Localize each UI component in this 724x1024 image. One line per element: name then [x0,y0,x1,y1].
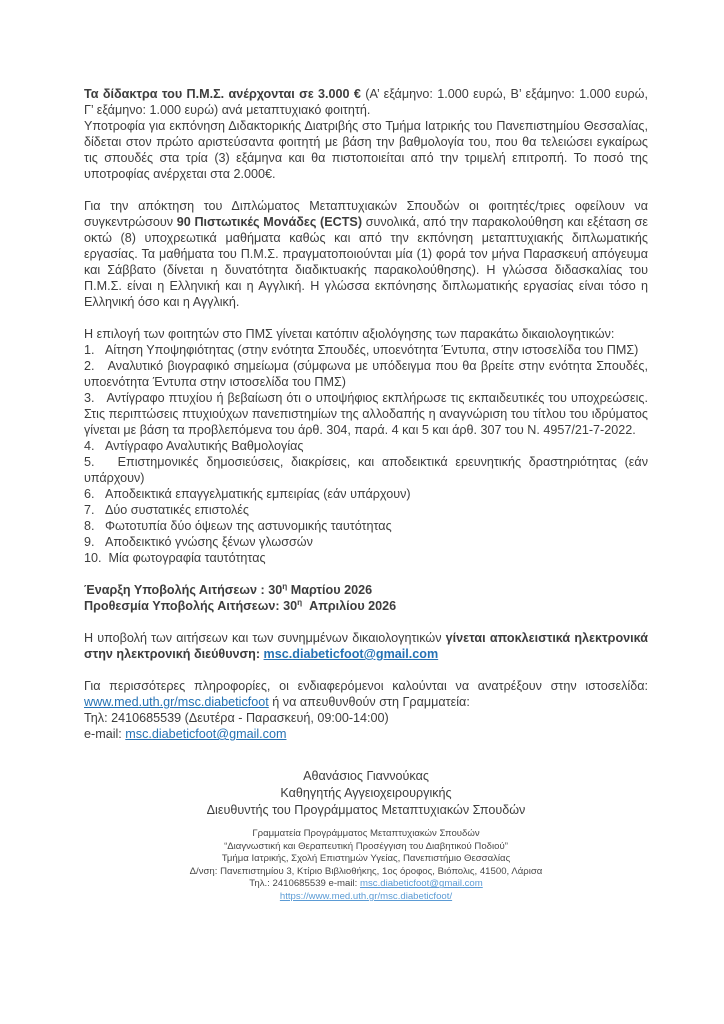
spacer [84,614,648,630]
text-run: 1. Αίτηση Υποψηφιότητας (στην ενότητα Σπουδές, υποενότητα Έντυπα, στην ιστοσελίδα του ΠΜΣ) [84,343,639,357]
text-run: (Α’ εξάμηνο: 1.000 ευρώ, Β’ εξάμηνο: 1.000 ευρώ, Γ’ εξάμηνο: 1.000 ευρώ) ανά μεταπτυχιακό φοιτητή. [84,87,649,117]
para-email [84,726,648,742]
text-run: Τα δίδακτρα του Π.Μ.Σ. ανέρχονται σε 3.000 € [84,87,366,101]
text-run: 3. Αντίγραφο πτυχίου ή βεβαίωση ότι ο υποψήφιος εκπλήρωσε τις εκπαιδευτικές του υποχρεώσεις. Στις περιπτώσεις πτυχιούχων πανεπιστημίων της αλλοδαπής η αναγνώριση του τίτλου του ιδρύματος γίνεται με βάση τα προβλεπόμενα του άρθ. 304, παρά. 4 και 5 και άρθ. 307 του Ν. 4957/21-7-2022. [84,391,648,437]
list-item-8 [84,518,648,534]
list-item-10 [84,550,648,566]
list-item-6 [84,486,648,502]
para-scholarship [84,118,648,182]
text-run: Τηλ.: 2410685539 e-mail: [249,878,360,890]
text-run: Για την απόκτηση του Διπλώματος Μεταπτυχιακών Σπουδών οι φοιτητές/τριες οφείλουν να συγκεντρώσουν [84,199,648,229]
footer-website-link[interactable]: https://www.med.uth.gr/msc.diabeticfoot/ [279,890,453,902]
text-run: Τμήμα Ιατρικής, Σχολή Επιστημών Υγείας, Πανεπιστήμιο Θεσσαλίας [221,853,511,865]
text-run: γίνεται αποκλειστικά ηλεκτρονικά στην ηλεκτρονική διεύθυνση: [84,631,648,661]
spacer [84,566,648,582]
list-item-2 [84,358,648,390]
text-run: 2. Αναλυτικό βιογραφικό σημείωμα (σύμφωνα με υπόδειγμα που θα βρείτε στην ενότητα Σπουδές, υποενότητα Έντυπα στην ιστοσελίδα του ΠΜΣ) [84,359,648,389]
text-run: Υποτροφία για εκπόνηση Διδακτορικής Διατριβής στο Τμήμα Ιατρικής του Πανεπιστημίου Θεσσαλίας, δίδεται στον πρώτο αριστεύσαντα φοιτητή με βάση την βαθμολογία του, που θα τελειώσει εγκαίρως τις σπουδές στα τρία (3) εξάμηνα και θα πιστοποιείται από την τριμελή επιτροπή. Το ποσό της υποτροφίας ανέρχεται στα 2.000€. [84,119,648,181]
signature-role [84,802,648,819]
text-run: 4. Αντίγραφο Αναλυτικής Βαθμολογίας [84,439,304,453]
text-run: η [297,597,303,607]
text-run: 8. Φωτοτυπία δύο όψεων της αστυνομικής ταυτότητας [84,519,392,533]
text-run: Έναρξη Υποβολής Αιτήσεων : 30 [84,583,283,597]
text-run: Τηλ: 2410685539 (Δευτέρα - Παρασκευή, 09:00-14:00) [84,711,389,725]
para-selection-intro [84,326,648,342]
text-run: η [282,581,288,591]
spacer [84,662,648,678]
text-run: Γραμματεία Προγράμματος Μεταπτυχιακών Σπουδών [252,828,480,839]
footer-line-2 [84,841,648,854]
footer-line-4 [84,866,648,879]
signature-name [84,768,648,785]
para-phone [84,710,648,726]
text-run: Προθεσμία Υποβολής Αιτήσεων: 30 [84,599,298,613]
footer-line-1 [84,828,648,841]
footer-line-3 [84,853,648,866]
list-item-1 [84,342,648,358]
text-run: Δ/νση: Πανεπιστημίου 3, Κτίριο Βιβλιοθήκης, 1ος όροφος, Βιόπολις, 41500, Λάρισα [189,865,543,877]
text-run: συνολικά, από την παρακολούθηση και εξέταση σε οκτώ (8) υποχρεωτικά μαθήματα καθώς και από την εκπόνηση μεταπτυχιακής διπλωματικής εργασίας. Τα μαθήματα του Π.Μ.Σ. πραγματοποιούνται μία (1) φορά τον μήνα Παρασκευή απόγευμα και Σάββατο (δίνεται η δυνατότητα διαδικτυακής παρακολούθησης). Η γλώσσα διδασκαλίας του Π.Μ.Σ. είναι η Ελληνική και η Αγγλική. Η γλώσσα εκπόνησης διπλωματικής εργασίας είναι τόσο η Ελληνική όσο και η Αγγλική. [84,215,648,309]
text-run: Καθηγητής Αγγειοχειρουργικής [280,786,452,800]
spacer [84,182,648,198]
list-item-3 [84,390,648,438]
contact-email-link[interactable]: msc.diabeticfoot@gmail.com [125,727,287,741]
para-more-info [84,678,648,710]
footer-line-5 [84,878,648,891]
text-run: ή να απευθυνθούν στη Γραμματεία: [268,695,470,709]
para-submission [84,630,648,662]
submission-email-link[interactable]: msc.diabeticfoot@gmail.com [263,647,439,661]
signature-title [84,785,648,802]
document-body [84,86,648,904]
para-ects [84,198,648,310]
text-run: Διευθυντής του Προγράμματος Μεταπτυχιακών Σπουδών [206,803,526,817]
text-run: 6. Αποδεικτικά επαγγελματικής εμπειρίας (εάν υπάρχουν) [84,487,411,501]
para-tuition [84,86,648,118]
text-run: Η υποβολή των αιτήσεων και των συνημμένων δικαιολογητικών [84,631,446,645]
footer-line-6 [84,891,648,904]
list-item-7 [84,502,648,518]
program-website-link[interactable]: www.med.uth.gr/msc.diabeticfoot [84,695,269,709]
text-run: 7. Δύο συστατικές επιστολές [84,503,249,517]
text-run: e-mail: [84,727,126,741]
list-item-9 [84,534,648,550]
text-run: Η επιλογή των φοιτητών στο ΠΜΣ γίνεται κατόπιν αξιολόγησης των παρακάτω δικαιολογητικών: [84,327,615,341]
spacer [84,310,648,326]
para-deadline-date [84,598,648,614]
list-item-4 [84,438,648,454]
text-run: 90 Πιστωτικές Μονάδες (ECTS) [176,215,363,229]
text-run: “Διαγνωστική και Θεραπευτική Προσέγγιση του Διαβητικού Ποδιού” [224,840,508,852]
spacer [84,742,648,768]
text-run: 9. Αποδεικτικό γνώσης ξένων γλωσσών [84,535,313,549]
text-run: Για περισσότερες πληροφορίες, οι ενδιαφερόμενοι καλούνται να ανατρέξουν στην ιστοσελίδα: [84,679,648,693]
spacer [84,819,648,828]
text-run: Μαρτίου 2026 [287,583,373,597]
list-item-5 [84,454,648,486]
footer-email-link[interactable]: msc.diabeticfoot@gmail.com [359,878,483,890]
text-run: 5. Επιστημονικές δημοσιεύσεις, διακρίσεις, και αποδεικτικά ερευνητικής δραστηριότητας (εάν υπάρχουν) [84,455,648,485]
para-start-date [84,582,648,598]
text-run: 10. Μία φωτογραφία ταυτότητας [84,551,266,565]
text-run: Απριλίου 2026 [302,599,397,613]
text-run: Αθανάσιος Γιαννούκας [303,769,429,783]
